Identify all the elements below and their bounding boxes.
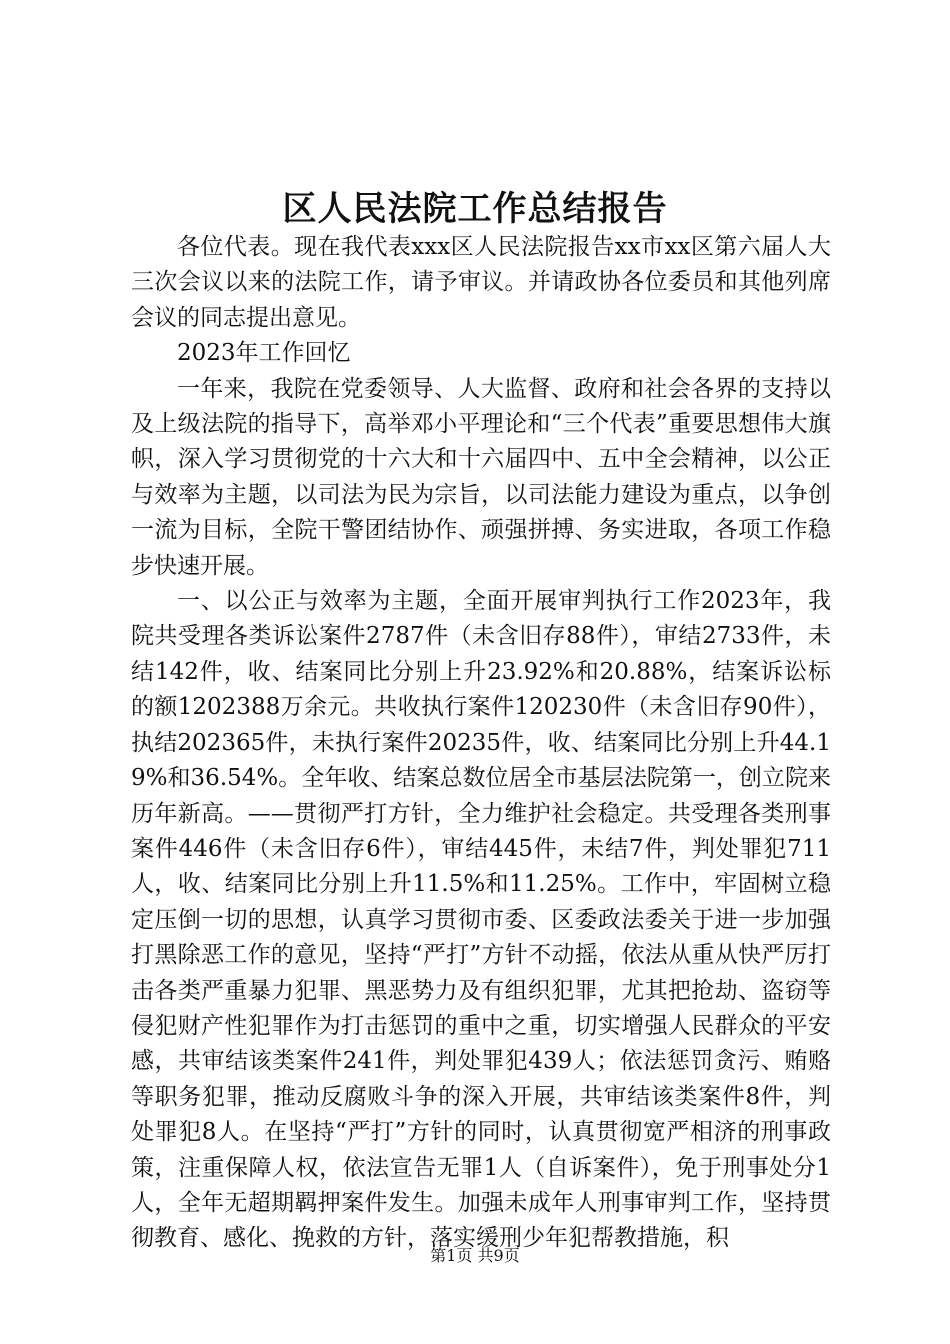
paragraph-trial-work: 一、以公正与效率为主题，全面开展审判执行工作2023年，我院共受理各类诉讼案件2787件（未含旧存88件），审结2733件，未结142件，收、结案同比分别上升23.92%和20.88%，结案诉讼标的额1202388万余元。共收执行案件120230件（未含旧存90件），执结202365件，未执行案件20235件，收、结案同比分别上升44.19%和36.54%。全年收、结案总数位居全市基层法院第一，创立院来历年新高。——贯彻严打方针，全力维护社会稳定。共受理各类刑事案件446件（未含旧存6件），审结445件，未结7件，判处罪犯711人，收、结案同比分别上升11.5%和11.25%。工作中，牢固树立稳定压倒一切的思想，认真学习贯彻市委、区委政法委关于进一步加强打黑除恶工作的意见，坚持“严打”方针不动摇，依法从重从快严厉打击各类严重暴力犯罪、黑恶势力及有组织犯罪，尤其把抢劫、盗窃等侵犯财产性犯罪作为打击惩罚的重中之重，切实增强人民群众的平安感，共审结该类案件241件，判处罪犯439人；依法惩罚贪污、贿赂等职务犯罪，推动反腐败斗争的深入开展，共审结该类案件8件，判处罪犯8人。在坚持“严打”方针的同时，认真贯彻宽严相济的刑事政策，注重保障人权，依法宣告无罪1人（自诉案件），免于刑事处分1人，全年无超期羁押案件发生。加强未成年人刑事审判工作，坚持贯彻教育、感化、挽救的方针，落实缓刑少年犯帮教措施，积 [131, 588, 831, 1252]
paragraph-opening: 各位代表。现在我代表xxx区人民法院报告xx市xx区第六届人大三次会议以来的法院工作，请予审议。并请政协各位委员和其他列席会议的同志提出意见。 [131, 234, 831, 331]
paragraph-overview: 一年来，我院在党委领导、人大监督、政府和社会各界的支持以及上级法院的指导下，高举邓小平理论和“三个代表”重要思想伟大旗帜，深入学习贯彻党的十六大和十六届四中、五中全会精神，以公正与效率为主题，以司法为民为宗旨，以司法能力建设为重点，以争创一流为目标，全院干警团结协作、顽强拼搏、务实进取，各项工作稳步快速开展。 [131, 375, 831, 579]
page-number-footer: 第1页 共9页 [430, 1246, 520, 1265]
paragraph-section-heading: 2023年工作回忆 [177, 340, 351, 367]
document-body [131, 230, 831, 1257]
document-title: 区人民法院工作总结报告 [282, 189, 668, 229]
